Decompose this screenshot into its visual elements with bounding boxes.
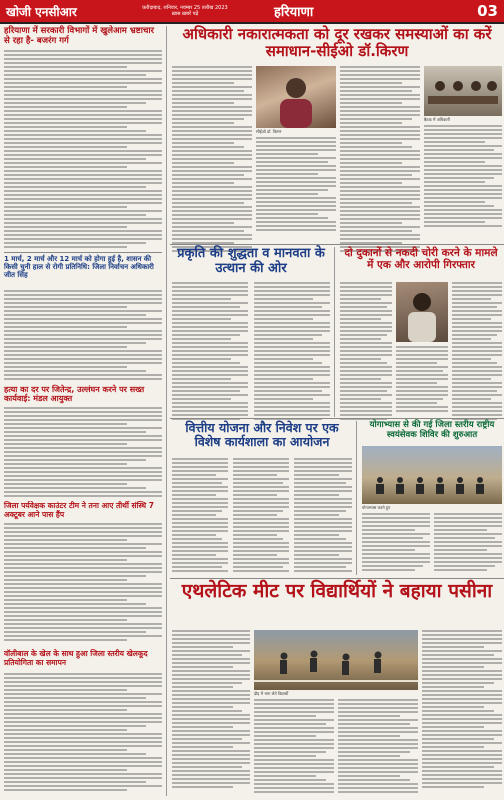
body-theft-col1	[340, 282, 392, 422]
masthead	[0, 0, 504, 22]
body-volleyball	[4, 673, 162, 793]
body-finance-col1	[172, 458, 228, 574]
body-athletics-col3	[338, 699, 418, 795]
caption-meeting: बैठक में अधिकारी	[424, 117, 450, 122]
body-athletics-col4	[422, 630, 502, 790]
body-commissioner	[4, 407, 162, 499]
yoga-group-icon	[362, 446, 502, 504]
body-finance-col3	[294, 458, 352, 574]
caption-ceo: सीईओ डॉ. किरण	[256, 129, 282, 134]
body-nature-col2	[254, 282, 330, 422]
body-yoga-col2	[434, 513, 502, 573]
headline-observer: जिला पर्यवेक्षक काउंटर टीम ने तना आए तीर्थी संस्थि 7 अक्टूबर आने पास हैंप	[4, 501, 154, 519]
photo-yoga	[362, 446, 502, 504]
caption-race: दौड़ में भाग लेते विद्यार्थी	[254, 691, 289, 696]
headline-theft: दो दुकानों से नकदी चोरी करने के मामले में एक और आरोपी गिरफ्तार	[344, 247, 498, 272]
body-observer	[4, 523, 162, 643]
divider	[170, 578, 504, 579]
headline-finance: वित्तीय योजना और निवेश पर एक विशेष कार्यशाला का आयोजन	[185, 420, 339, 450]
column-divider	[356, 421, 357, 575]
headline-yoga: योगाभ्यास से की गई जिला स्तरीय राष्ट्रीय स्वयंसेवक शिविर की शुरुआत	[369, 420, 495, 440]
column-divider	[334, 247, 335, 417]
column-divider	[166, 26, 167, 796]
body-garg	[4, 50, 162, 250]
headline-nature: प्रकृति की शुद्धता व मानवता के उत्थान की ओर	[177, 246, 325, 276]
body-theft-col2	[396, 346, 448, 414]
body-athletics-col2	[254, 699, 334, 795]
caption-yoga: योगाभ्यास करते हुए	[362, 505, 391, 510]
section-title: हरियाणा	[274, 5, 314, 20]
body-yoga-col1	[362, 513, 430, 573]
photo-race	[254, 630, 418, 690]
meeting-table-icon	[424, 66, 502, 116]
body-finance-col2	[233, 458, 289, 574]
divider	[170, 418, 504, 419]
photo-meeting	[424, 66, 502, 116]
headline-volleyball: वॉलीबाल के खेल के साथ हुआ जिला स्तरीय खेलकूद प्रतियोगिता का समापन	[4, 649, 148, 667]
headline-garg: हरियाणा में सरकारी विभागों में खुलेआम भ्रष्टाचार से रहा है- बजरंग गर्ग	[4, 26, 155, 46]
photo-accused	[396, 282, 448, 342]
headline-commissioner: हत्या का दर पर जितेन्द्र, उल्लंघन करने पर सख्त कार्यवाई: मंडल आयुक्त	[4, 385, 145, 404]
body-ceo-col2	[256, 137, 336, 233]
body-theft-col3	[452, 282, 502, 422]
body-ceo-col1	[172, 66, 252, 254]
page-number: 03	[477, 2, 498, 20]
person-silhouette-icon	[396, 282, 448, 342]
divider	[170, 244, 504, 245]
dateline-date: फ़रीदाबाद, शनिवार, नवम्बर 25 तारीख 2023	[142, 5, 228, 11]
masthead-rule	[0, 22, 504, 24]
body-ceo-col3	[340, 66, 420, 254]
body-election	[4, 290, 162, 382]
dateline-tagline: ख़ास ख़बरें पढ़ें	[171, 11, 199, 17]
body-athletics-col1	[172, 630, 250, 790]
body-ceo-col4	[424, 125, 502, 229]
paper-name: खोजी एनसीआर	[6, 4, 77, 19]
headline-ceo: अधिकारी नकारात्मकता को दूर रखकर समस्याओं का करें समाधान-सीईओ डॉ.किरण	[182, 25, 492, 61]
runners-icon	[254, 630, 418, 690]
photo-ceo	[256, 66, 336, 128]
headline-election: 1 मार्च, 2 मार्च और 12 मार्च को होगा हुई है, शासन की किसी चुनी हाल से रोगी प्रतिनिधि: जिला निर्वाचन अधिकारी जीत सिंह	[4, 255, 154, 280]
divider	[4, 252, 162, 253]
person-silhouette-icon	[256, 66, 336, 128]
dateline	[110, 5, 260, 17]
headline-athletics: एथलेटिक मीट पर विद्यार्थियों ने बहाया पसीना	[181, 580, 493, 602]
body-nature-col1	[172, 282, 248, 422]
